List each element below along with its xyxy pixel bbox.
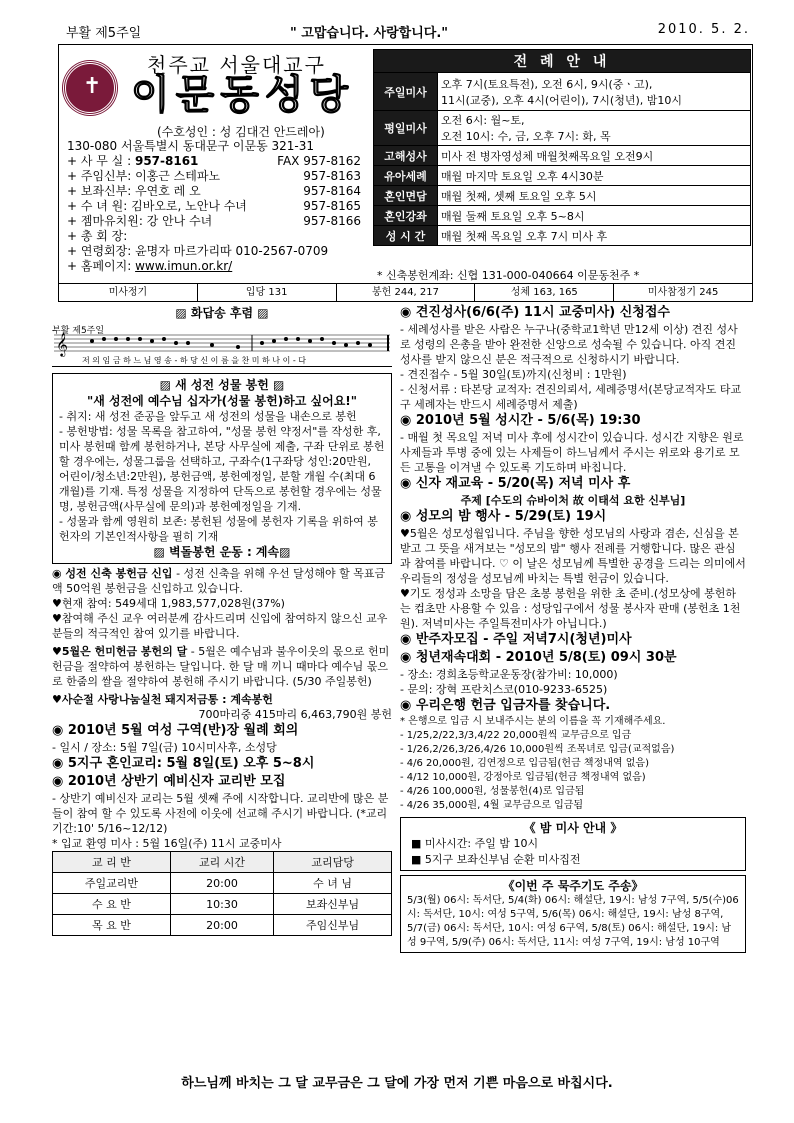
stats-bar bbox=[58, 284, 753, 302]
rosary-title: 《이번 주 묵주기도 주송》 bbox=[502, 879, 644, 893]
notice-text: - 5월은 예수님과 불우이웃의 몫으로 헌미헌금을 절약하여 봉헌하는 달입니다. 한 달 매 끼니 때마다 예수님 몫으로 한줌의 쌀을 절약하여 봉헌해 주시기 바랍니다. (5/30 주일봉헌) bbox=[52, 645, 390, 688]
table-row bbox=[53, 915, 392, 936]
night-mass-item: ■ 5지구 보좌신부님 순환 미사집전 bbox=[411, 853, 581, 866]
table-cell: 목 요 반 bbox=[53, 915, 171, 936]
notice-title: ◉ 2010년 상반기 예비신자 교리반 모집 bbox=[52, 774, 286, 789]
assistant-row bbox=[67, 184, 361, 199]
date: 2010. 5. 2. bbox=[657, 22, 750, 37]
notice-text: - 매월 첫 목요일 저녁 미사 후에 성시간이 있습니다. 성시간 지향은 원로 사제들과 투병 중에 있는 사제들이 하느님께서 주시는 위로와 용기로 모든 고통을 이겨낼 수 있도록 기도하며 바칩니다. bbox=[400, 431, 744, 474]
assistant-label: + 보좌신부: 우연호 레 오 bbox=[67, 184, 201, 198]
stat-item: 봉헌 244, 217 bbox=[337, 284, 476, 301]
night-mass-item: ■ 미사시간: 주일 밤 10시 bbox=[411, 837, 539, 850]
schedule-label: 주일미사 bbox=[374, 73, 438, 111]
svg-text:𝄞: 𝄞 bbox=[56, 332, 68, 356]
notice-text: - 장소: 경희초등학교운동장(참가비: 10,000) - 문의: 장혁 프란치스코(010-9233-6525) bbox=[400, 668, 618, 696]
night-mass-box bbox=[400, 817, 746, 871]
kinder-label: + 젬마유치원: 강 안나 수녀 bbox=[67, 214, 213, 228]
notice-title: ◉ 2010년 5월 여성 구역(반)장 월례 회의 bbox=[52, 723, 299, 738]
sisters-label: + 수 녀 원: 김바오로, 노안나 수녀 bbox=[67, 199, 247, 213]
stat-item: 입당 131 bbox=[198, 284, 337, 301]
parish-name: 이문동성당 bbox=[131, 72, 355, 118]
pastor-label: + 주임신부: 이홍근 스테파노 bbox=[67, 169, 221, 183]
table-cell: 주임신부님 bbox=[274, 915, 392, 936]
offering-purpose: - 취지: 새 성전 준공을 앞두고 새 성전의 성물을 내손으로 봉헌 bbox=[59, 410, 357, 423]
office-label: + 사 무 실 : bbox=[67, 154, 132, 168]
notice-title: ◉ 견진성사(6/6(주) 11시 교중미사) 신청접수 bbox=[400, 305, 670, 320]
schedule-title: 전 례 안 내 bbox=[374, 50, 751, 73]
schedule-text: 오전 6시: 월~토, 오전 10시: 수, 금, 오후 7시: 화, 목 bbox=[438, 111, 751, 146]
council-label: + 총 회 장: bbox=[67, 229, 128, 243]
left-notices bbox=[52, 566, 392, 936]
diocese-name: 천주교 서울대교구 bbox=[147, 53, 326, 77]
notice-title: ◉ 2010년 5월 성시간 - 5/6(목) 19:30 bbox=[400, 413, 641, 428]
schedule-text: 미사 전 병자영성체 매월첫째목요일 오전9시 bbox=[438, 146, 751, 166]
liturgy-schedule bbox=[373, 49, 751, 246]
schedule-text: 오후 7시(토요특전), 오전 6시, 9시(중ㆍ고), 11시(교중), 오후 4시(어린이), 7시(청년), 밤10시 bbox=[438, 73, 751, 111]
sisters-phone: 957-8165 bbox=[303, 199, 361, 213]
contact-info bbox=[67, 139, 361, 274]
catechism-class-table bbox=[52, 851, 392, 936]
table-header: 교리 시간 bbox=[170, 852, 273, 873]
top-bar bbox=[60, 18, 750, 44]
offering-box bbox=[52, 373, 392, 564]
table-row bbox=[53, 894, 392, 915]
table-header: 교리담당 bbox=[274, 852, 392, 873]
psalm-title: ▨ 화답송 후렴 ▨ bbox=[175, 306, 269, 320]
notice-text: 주제 [수도의 슈바이처 故 이태석 요한 신부님] bbox=[460, 494, 686, 507]
office-phone: 957-8161 bbox=[134, 154, 199, 168]
schedule-text: 매월 첫째, 셋째 토요일 오후 5시 bbox=[438, 186, 751, 206]
stat-item: 미사참정기 245 bbox=[647, 287, 719, 298]
schedule-label: 혼인강좌 bbox=[374, 206, 438, 226]
notice-title: ◉ 반주자모집 - 주일 저녁7시(청년)미사 bbox=[400, 632, 632, 647]
notice-text: ♥참여해 주신 교우 여러분께 감사드리며 신입에 참여하지 않으신 교우 분들의 적극적인 참여 있기를 바랍니다. bbox=[52, 612, 388, 640]
stat-item: 성체 163, 165 bbox=[475, 284, 614, 301]
sisters-row bbox=[67, 199, 361, 214]
table-header: 교 리 반 bbox=[53, 852, 171, 873]
offering-method: - 봉헌방법: 성물 목록을 참고하여, "성물 봉헌 약정서"를 작성한 후, 미사 봉헌때 함께 봉헌하거나, 본당 사무실에 제출, 구좌 단위로 봉헌할 경우에는, 성물그룹을 선택하고, 구좌수(1구좌당 성인:20만원, 어린이/청소년:2만원), 봉헌금액, 봉헌예정일, 분할 개월 수(최대 6개월)를 기재. 특정 성물을 지정하여 단독으로 봉헌할 경우에는 성물명, 봉헌금액(사무실에 문의)과 봉헌예정일을 기재. bbox=[59, 425, 385, 513]
notice-title: ◉ 5지구 혼인교리: 5월 8일(토) 오후 5~8시 bbox=[52, 756, 315, 771]
notice-text: - 성전 신축을 위해 우선 달성해야 할 목표금액 50억원 봉헌금을 신입하고 있습니다. bbox=[52, 567, 386, 595]
kinder-phone: 957-8166 bbox=[303, 214, 361, 228]
notice-text: - 상반기 예비신자 교리는 5월 셋째 주에 시작합니다. 교리반에 많은 분들이 참여 할 수 있도록 사전에 이웃에 선교해 주시기 바랍니다. (*교리기간:10' 5/16~12/12) * 입교 환영 미사 : 5월 16일(주) 11시 교중미사 bbox=[52, 792, 389, 850]
schedule-label: 고해성사 bbox=[374, 146, 438, 166]
table-cell: 20:00 bbox=[170, 915, 273, 936]
table-cell: 주일교리반 bbox=[53, 873, 171, 894]
week-label: 부활 제5주일 bbox=[66, 26, 142, 41]
notice-text: * 은행으로 입금 시 보내주시는 분의 이름을 꼭 기재해주세요. - 1/25,2/22,3/3,4/22 20,000원씩 교무금으로 입금 - 1/26,2/26,3/26,4/26 10,000원씩 조목녀로 입금(교적없음) - 4/6 20,000원, 김연정으로 입금됨(헌금 책정내역 없음) - 4/12 10,000원, 강정아로 입금됨(헌금 책정내역 없음) - 4/26 100,000원, 성물봉헌(4)로 입금됨 - 4/26 35,000원, 4월 교무금으로 입금됨 bbox=[400, 716, 675, 811]
fax: FAX 957-8162 bbox=[277, 154, 361, 168]
office-row bbox=[67, 154, 361, 169]
notice-title: ◉ 성모의 밤 행사 - 5/29(토) 19시 bbox=[400, 509, 607, 524]
notice-title: ♥5월은 헌미헌금 봉헌의 달 bbox=[52, 645, 188, 658]
offering-record: - 성물과 함께 영원히 보존: 봉헌된 성물에 봉헌자 기록을 위하여 봉헌자의 기본인적사항을 필히 기재 bbox=[59, 515, 378, 543]
table-cell: 수 요 반 bbox=[53, 894, 171, 915]
music-staff bbox=[52, 321, 392, 367]
notice-title: ◉ 신자 재교육 - 5/20(목) 저녁 미사 후 bbox=[400, 476, 631, 491]
table-cell: 20:00 bbox=[170, 873, 273, 894]
schedule-label: 성 시 간 bbox=[374, 226, 438, 246]
night-mass-title: 《 밤 미사 안내 》 bbox=[523, 821, 623, 835]
right-column bbox=[400, 304, 746, 953]
table-cell: 보좌신부님 bbox=[274, 894, 392, 915]
schedule-label: 혼인면담 bbox=[374, 186, 438, 206]
schedule-text: 매월 마지막 토요일 오후 4시30분 bbox=[438, 166, 751, 186]
cross-icon: ✝ bbox=[83, 74, 102, 99]
left-column bbox=[52, 304, 392, 936]
notice-title: ◉ 우리은행 헌금 입금자를 찾습니다. bbox=[400, 698, 611, 713]
schedule-label: 평일미사 bbox=[374, 111, 438, 146]
notice-title: ◉ 청년재속대회 - 2010년 5/8(토) 09시 30분 bbox=[400, 650, 677, 665]
kinder-row bbox=[67, 214, 361, 229]
offering-slogan: "새 성전에 예수님 십자가(성물 봉헌)하고 싶어요!" bbox=[86, 394, 358, 408]
song-caption: 부활 제5주일 bbox=[52, 326, 105, 336]
homepage-row bbox=[67, 259, 361, 274]
notice-title: ♥사순절 사랑나눔실천 돼지저금통 : 계속봉헌 bbox=[52, 693, 273, 706]
parish-header bbox=[58, 44, 753, 284]
notice-text: ♥현재 참여: 549세대 1,983,577,028원(37%) bbox=[52, 597, 285, 610]
offering-box-title: ▨ 새 성전 성물 봉헌 ▨ bbox=[159, 378, 285, 392]
homepage-label: + 홈페이지: bbox=[67, 259, 132, 273]
address: 130-080 서울특별시 동대문구 이문동 321-31 bbox=[67, 139, 315, 153]
notice-text: - 세례성사를 받은 사람은 누구나(중학교1학년 만12세 이상) 견진 성사로 성령의 은총을 받아 완전한 신앙으로 성숙될 수 있습니다. 아직 견진성사를 받지 않으신 분은 적극적으로 신청하시기 바랍니다. - 견진접수 - 5월 30일(토)까지(신청비 : 1만원) - 신청서류 : 타본당 교적자: 견진의뢰서, 세례증명서(본당교적자도 타교구 세례자는 반드시 세례증명서 제출) bbox=[400, 323, 742, 411]
brick-campaign: ▨ 벽돌봉헌 운동 : 계속▨ bbox=[153, 545, 291, 559]
parish-logo bbox=[63, 61, 117, 115]
assistant-phone: 957-8164 bbox=[303, 184, 361, 198]
notice-text: - 일시 / 장소: 5월 7일(금) 10시미사후, 소성당 bbox=[52, 741, 277, 754]
pastor-phone: 957-8163 bbox=[303, 169, 361, 183]
schedule-text: 매월 첫째 목요일 오후 7시 미사 후 bbox=[438, 226, 751, 246]
schedule-label: 유아세례 bbox=[374, 166, 438, 186]
stat-item: 미사정기 bbox=[59, 284, 198, 301]
table-cell: 수 녀 님 bbox=[274, 873, 392, 894]
contact-label: + 연령회장: 윤명자 마르가리따 010-2567-0709 bbox=[67, 244, 329, 258]
pastor-row bbox=[67, 169, 361, 184]
song-lyric: 저 의 임 금 하 느 님 영 송 - 하 당 신 이 름 을 찬 미 하 나 이 - 다 bbox=[82, 356, 307, 365]
notice-text: ♥5월은 성모성월입니다. 주님을 향한 성모님의 사랑과 겸손, 신심을 본받고 그 뜻을 새겨보는 "성모의 밤" 행사 전례를 거행합니다. 많은 관심과 참여를 바랍니다. ♡ 이 날은 성모님께 특별한 공경을 드리는 의미에서 우리들의 정성을 성모님께 바치는 특별 헌금이 있습니다. ♥기도 정성과 소망을 담은 초봉 봉헌을 위한 초 준비.(성모상에 봉헌하는 컵초만 사용할 수 있음 : 성당입구에서 성물 봉사자 판매 (봉헌초 1천원). 저녁미사는 주일특전미사가 아닙니다.) bbox=[400, 527, 746, 630]
rosary-box bbox=[400, 875, 746, 953]
notice-text: 700마리중 415마리 6,463,790원 봉헌 bbox=[198, 708, 392, 721]
footer-message: 하느님께 바치는 그 달 교무금은 그 달에 가장 먼저 기쁜 마음으로 바칩시다. bbox=[181, 1076, 613, 1091]
rosary-schedule: 5/3(월) 06시: 독서단, 5/4(화) 06시: 해설단, 19시: 남성 7구역, 5/5(수)06시: 독서단, 10시: 여성 5구역, 5/6(목) 06시: 해설단, 19시: 남성 8구역, 5/7(금) 06시: 독서단, 10시: 여성 6구역, 5/8(토) 06시: 해설단, 19시: 남성 9구역, 5/9(주) 06시: 독서단, 11시: 여성 7구역, 19시: 남성 10구역 bbox=[407, 895, 739, 948]
motto: " 고맙습니다. 사랑합니다." bbox=[290, 26, 449, 41]
schedule-text: 매월 둘째 토요일 오후 5~8시 bbox=[438, 206, 751, 226]
table-row bbox=[53, 873, 392, 894]
notice-title: ◉ 성전 신축 봉헌금 신입 bbox=[52, 567, 173, 580]
homepage-link[interactable]: www.imun.or.kr/ bbox=[135, 259, 233, 273]
building-fund-account: * 신축봉헌계좌: 신협 131-000-040664 이문동천주 * bbox=[377, 269, 640, 282]
patron-saint: (수호성인 : 성 김대건 안드레아) bbox=[157, 125, 325, 139]
table-cell: 10:30 bbox=[170, 894, 273, 915]
